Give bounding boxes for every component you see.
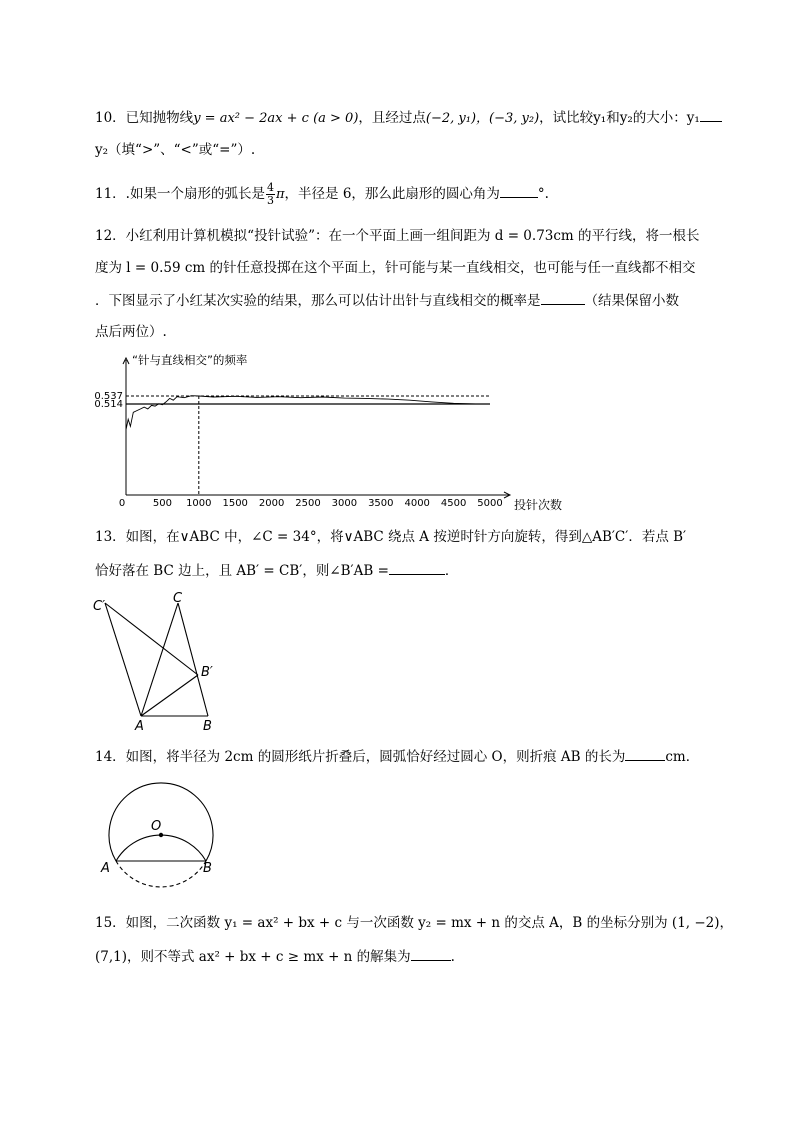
- q10-text-c: ，试比较y₁和y₂的大小：y₁: [539, 110, 700, 126]
- y-tick-label: 0.537: [94, 391, 123, 402]
- q10-line2: y₂（填“>”、“<”或“=”）.: [95, 142, 256, 158]
- label-o: O: [151, 819, 162, 834]
- q12-line1: 12．小红利用计算机模拟“投针试验”：在一个平面上画一组间距为 d = 0.73cm 的平行线，将一根长: [95, 228, 700, 244]
- x-tick-label: 5000: [477, 498, 503, 509]
- y-axis-label: “针与直线相交”的频率: [132, 353, 248, 367]
- needle-frequency-chart: [90, 352, 570, 512]
- segment-a-c: [141, 603, 178, 716]
- label-a: A: [135, 719, 144, 734]
- triangle-rotation-figure: [90, 592, 230, 734]
- q13-line1: 13．如图，在∨ABC 中，∠C = 34°，将∨ABC 绕点 A 按逆时针方向旋转，得到△AB′C′．若点 B′: [95, 529, 687, 545]
- segment-c1-a: [105, 603, 141, 716]
- x-axis-label: 投针次数: [514, 498, 563, 512]
- q14-line: 14．如图，将半径为 2cm 的圆形纸片折叠后，圆弧恰好经过圆心 O，则折痕 AB 的长为 cm．: [95, 746, 715, 767]
- q10-blank[interactable]: [700, 107, 722, 122]
- q11-line: [95, 182, 715, 207]
- q10-text-b: ，且经过点: [358, 110, 426, 126]
- x-tick-label: 0: [118, 498, 126, 509]
- frequency-series-line: [126, 396, 475, 430]
- label-b-prime: B′: [201, 665, 213, 680]
- q11-fraction: $\frac{4}{3}$: [266, 181, 274, 207]
- folded-arc: [116, 835, 206, 861]
- q10-points: (−2, y₁)，(−3, y₂): [425, 111, 540, 126]
- x-tick-label: 1500: [222, 498, 248, 509]
- y-tick-label: 0.514: [94, 399, 123, 410]
- q14-blank[interactable]: [625, 746, 665, 761]
- q11-blank[interactable]: [500, 183, 538, 198]
- segment-c-b: [178, 603, 208, 716]
- x-tick-label: 1000: [186, 498, 212, 509]
- original-lower-arc-dashed: [116, 861, 206, 887]
- q10-line1: [95, 107, 715, 129]
- q11-text-b: ，半径是 6，那么此扇形的圆心角为: [284, 186, 500, 202]
- x-tick-label: 2500: [295, 498, 321, 509]
- q12-line3: ．下图显示了小红某次实验的结果，那么可以估计出针与直线相交的概率是 （结果保留小数: [95, 290, 715, 311]
- q13-blank[interactable]: [389, 560, 445, 575]
- q11-text-c: °.: [537, 186, 549, 202]
- q10-text-a: 10．已知抛物线: [95, 110, 194, 126]
- label-b: B: [203, 861, 212, 876]
- x-tick-label: 2000: [258, 498, 285, 509]
- x-tick-label: 3500: [368, 498, 394, 509]
- label-c: C: [173, 592, 183, 606]
- q12-blank[interactable]: [541, 290, 585, 305]
- x-tick-label: 4500: [440, 498, 467, 509]
- label-b: B: [203, 719, 212, 734]
- folded-circle-figure: [95, 777, 225, 895]
- segment-c1-b1: [105, 603, 198, 675]
- label-c-prime: C′: [93, 599, 106, 614]
- q10-parabola-expr: y = ax² − 2ax + c (a > 0): [193, 111, 359, 126]
- q15-blank[interactable]: [411, 946, 451, 961]
- x-tick-label: 500: [152, 498, 172, 509]
- x-tick-label: 3000: [331, 498, 358, 509]
- q15-line2: (7,1)，则不等式 ax² + bx + c ≥ mx + n 的解集为 .: [95, 946, 715, 967]
- segment-a-b1: [141, 675, 198, 716]
- q12-line2: 度为 l = 0.59 cm 的针任意投掷在这个平面上，针可能与某一直线相交，也可能与任一直线都不相交: [95, 260, 696, 276]
- q11-pi: π: [275, 187, 285, 202]
- q11-text-a: 11．.如果一个扇形的弧长是: [95, 186, 265, 202]
- q15-line1: 15．如图，二次函数 y₁ = ax² + bx + c 与一次函数 y₂ = mx + n 的交点 A，B 的坐标分别为 (1, −2)，: [95, 915, 734, 931]
- q13-line2: 恰好落在 BC 边上，且 AB′ = CB′，则∠B′AB = ．: [95, 560, 715, 581]
- x-tick-label: 4000: [404, 498, 430, 509]
- q12-line4: 点后两位）.: [95, 324, 167, 340]
- label-a: A: [101, 861, 110, 876]
